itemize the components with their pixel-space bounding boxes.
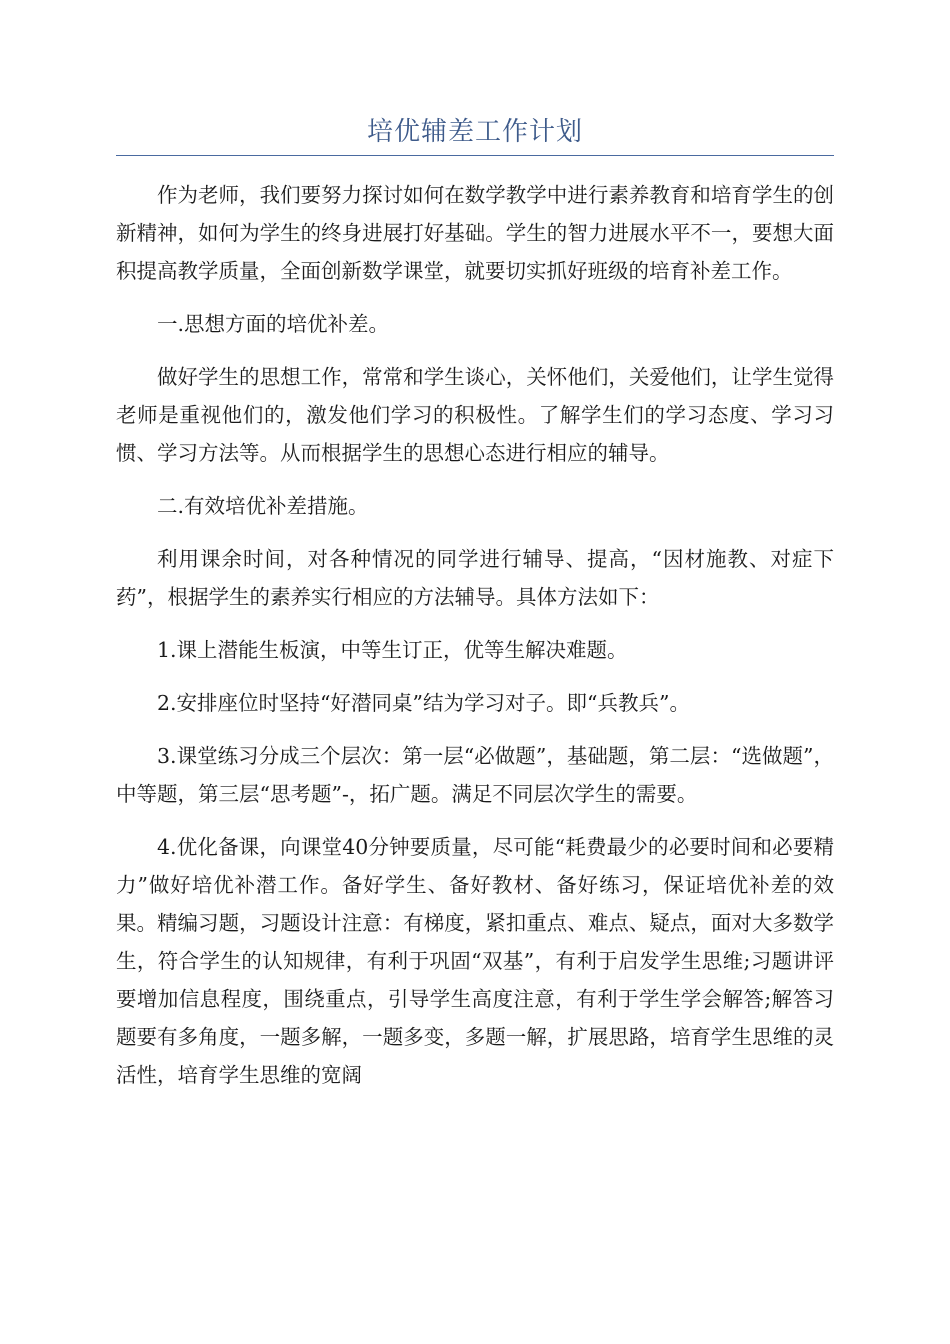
- document-body: [116, 176, 834, 1109]
- list-item-4: 4.优化备课，向课堂40分钟要质量，尽可能“耗费最少的必要时间和必要精力”做好培优补潜工作。备好学生、备好教材、备好练习，保证培优补差的效果。精编习题，习题设计注意：有梯度，紧扣重点、难点、疑点，面对大多数学生，符合学生的认知规律，有利于巩固“双基”，有利于启发学生思维;习题讲评要增加信息程度，围绕重点，引导学生高度注意，有利于学生学会解答;解答习题要有多角度，一题多解，一题多变，多题一解，扩展思路，培育学生思维的灵活性，培育学生思维的宽阔: [116, 835, 834, 1087]
- paragraph-measures: 利用课余时间，对各种情况的同学进行辅导、提高，“因材施教、对症下药”，根据学生的素养实行相应的方法辅导。具体方法如下：: [116, 547, 834, 609]
- document-title: 培优辅差工作计划: [366, 117, 583, 147]
- heading-ideological: 一.思想方面的培优补差。: [157, 312, 390, 336]
- list-item-2: 2.安排座位时坚持“好潜同桌”结为学习对子。即“兵教兵”。: [157, 691, 690, 715]
- paragraph-intro: 作为老师，我们要努力探讨如何在数学教学中进行素养教育和培育学生的创新精神，如何为学生的终身进展打好基础。学生的智力进展水平不一，要想大面积提高教学质量，全面创新数学课堂，就要切实抓好班级的培育补差工作。: [116, 183, 834, 283]
- list-item-1: 1.课上潜能生板演，中等生订正，优等生解决难题。: [157, 638, 628, 662]
- heading-measures: 二.有效培优补差措施。: [157, 494, 369, 518]
- title-underline: [116, 155, 834, 156]
- list-item-3: 3.课堂练习分成三个层次：第一层“必做题”，基础题，第二层：“选做题”，中等题，第三层“思考题”-，拓广题。满足不同层次学生的需要。: [116, 744, 834, 806]
- paragraph-ideological: 做好学生的思想工作，常常和学生谈心，关怀他们，关爱他们，让学生觉得老师是重视他们的，激发他们学习的积极性。了解学生们的学习态度、学习习惯、学习方法等。从而根据学生的思想心态进行相应的辅导。: [116, 365, 834, 465]
